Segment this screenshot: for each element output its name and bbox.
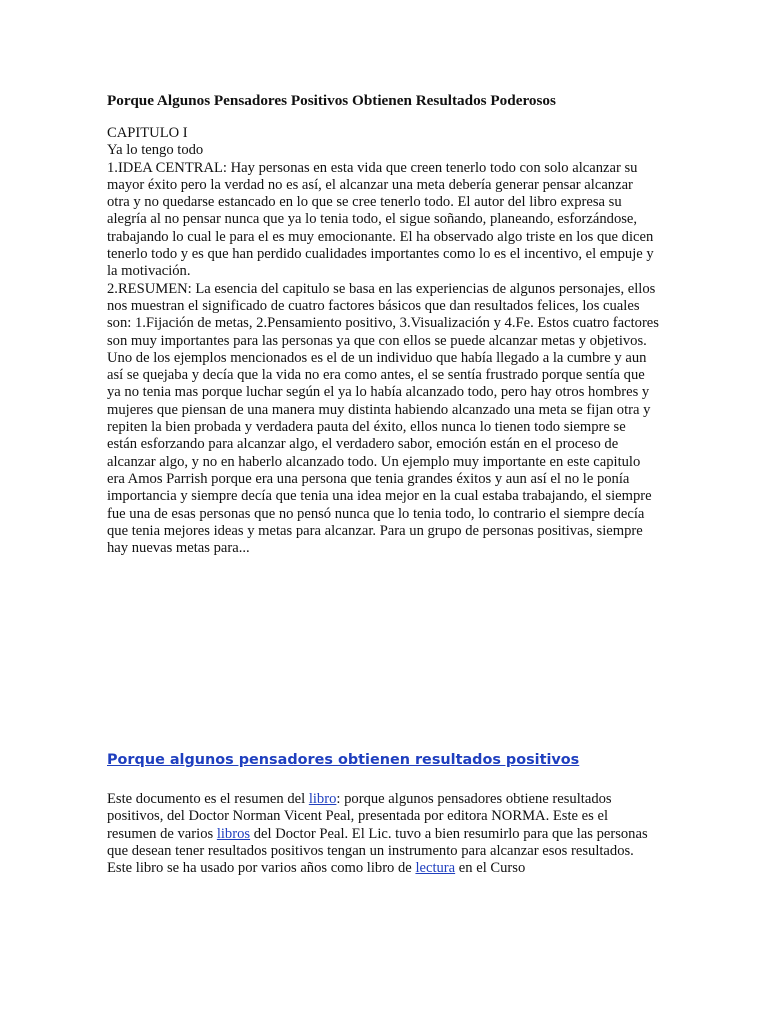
summary-text-2: : porque algunos pensadores obtiene resultados positivos, del Doctor Norman Vicent Peal, presentada por editora NORMA. Este es el resumen de varios: [107, 791, 612, 842]
idea-central-paragraph: 1.IDEA CENTRAL: Hay personas en esta vida que creen tenerlo todo con solo alcanzar su mayor éxito pero la verdad no es así, el alcanzar una meta debería generar pensar alcanzar otra y no quedarse estancado en lo que se cree tenerlo todo. El autor del libro expresa su alegría al no pensar nunca que ya lo tenia todo, el sigue soñando, planeando, esforzándose, trabajando lo cual le para el es muy emocionante. El ha observado algo triste en los que dicen tenerlo todo y es que han perdido cualidades importantes como lo es el incentivo, el empuje y la motivación.: [107, 159, 654, 280]
document-title: Porque Algunos Pensadores Positivos Obtienen Resultados Poderosos: [107, 92, 556, 109]
resumen-paragraph: 2.RESUMEN: La esencia del capitulo se basa en las experiencias de algunos personajes, ellos nos muestran el significado de cuatro factores básicos que dan resultados felices, los cuales son: 1.Fijación de metas, 2.Pensamiento positivo, 3.Visualización y 4.Fe. Estos cuatro factores son muy importantes para las personas ya que con ellos se puede alcanzar metas y objetivos. Uno de los ejemplos mencionados es el de un individuo que había llegado a la cumbre y aun así se quejaba y decía que la vida no era como antes, el se sentía frustrado porque sentía que ya no tenia mas porque luchar según el ya lo había alcanzado todo, pero hay otros hombres y mujeres que piensan de una manera muy distinta habiendo alcanzado una meta se fijan otra y repiten la bien probada y verdadera pauta del éxito, ellos nunca lo tienen todo siempre se están esforzando para alcanzar algo, el verdadero sabor, emoción están en el proceso de alcanzar algo, y no en haberlo alcanzado todo. Un ejemplo muy importante en este capitulo era Amos Parrish porque era una persona que tenia grandes éxitos y aun así el no le ponía importancia y siempre decía que tenia una idea mejor en la cual estaba trabajando, el siempre fue una de esas personas que no pensó nunca que lo tenia todo, lo contrario el siempre decía que tenia mejores ideas y metas para alcanzar. Para un grupo de personas positivas, siempre hay nuevas metas para...: [107, 280, 659, 557]
libros-link[interactable]: libros: [216, 825, 251, 842]
related-summary-paragraph: [107, 791, 659, 877]
summary-text-1: Este documento es el resumen del: [107, 791, 309, 807]
libro-link[interactable]: libro: [308, 791, 337, 807]
related-document-link[interactable]: Porque algunos pensadores obtienen resultados positivos: [107, 752, 580, 768]
summary-text-4: en el Curso: [455, 860, 526, 877]
chapter-subtitle: Ya lo tengo todo: [107, 142, 204, 159]
chapter-body: [107, 125, 659, 557]
lectura-link[interactable]: lectura: [415, 860, 456, 877]
chapter-label: CAPITULO I: [107, 125, 188, 141]
summary-text-3: del Doctor Peal. El Lic. tuvo a bien resumirlo para que las personas que desean tener resultados positivos tengan un instrumento para alcanzar esos resultados. Este libro se ha usado por varios años como libro de: [107, 825, 648, 877]
